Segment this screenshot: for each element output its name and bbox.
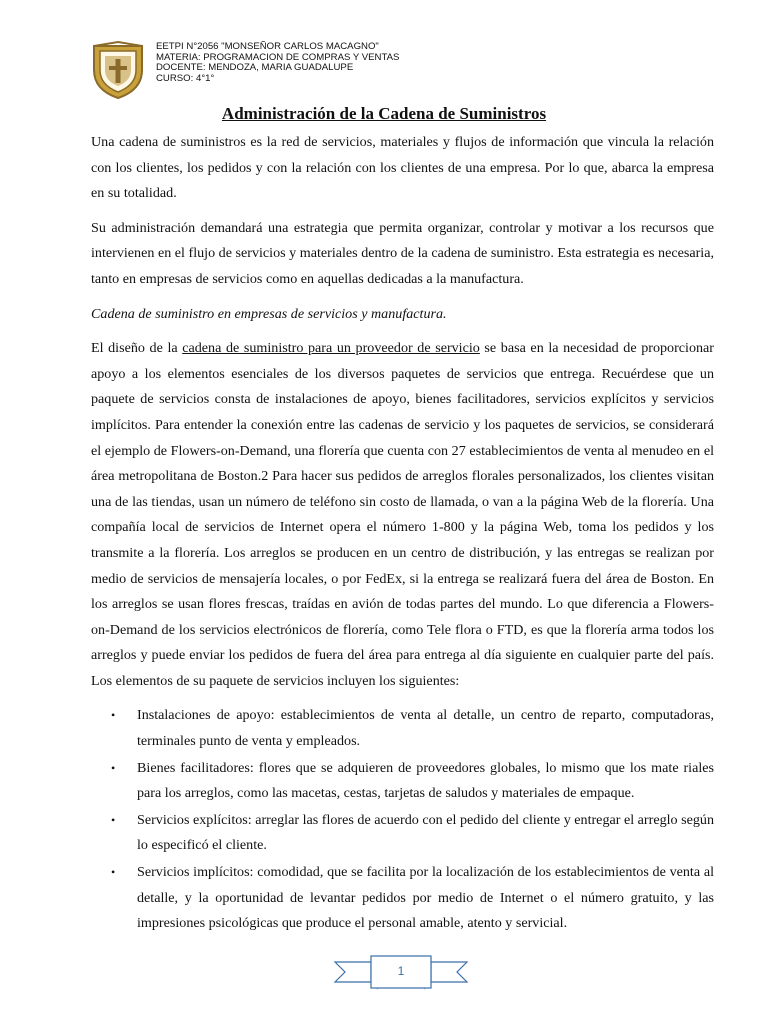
page-number-ribbon	[331, 952, 471, 1004]
service-package-list	[91, 703, 714, 936]
page-number: 1	[397, 964, 405, 978]
school-crest-logo	[91, 40, 145, 100]
ribbon-icon	[331, 952, 471, 1004]
list-item	[111, 808, 714, 859]
school-header	[156, 42, 399, 84]
list-item	[111, 756, 714, 807]
teacher-line: DOCENTE: MENDOZA, MARIA GUADALUPE	[156, 62, 354, 74]
bullet-icon: •	[111, 708, 116, 723]
bullet-icon: •	[111, 865, 116, 880]
paragraph-4	[91, 336, 714, 694]
paragraph-4-start: El diseño de la	[91, 340, 183, 357]
subject-line: MATERIA: PROGRAMACION DE COMPRAS Y VENTAS	[156, 51, 400, 63]
bullet-icon: •	[111, 812, 116, 827]
underlined-phrase: cadena de suministro para un proveedor de servicio	[182, 340, 480, 357]
list-item-text: Servicios explícitos: arreglar las flores de acuerdo con el pedido del cliente y entregar el arreglo según lo especificó el cliente.	[137, 811, 714, 854]
document-body	[91, 130, 714, 938]
school-name: EETPI N°2056 "MONSEÑOR CARLOS MACAGNO"	[156, 41, 379, 52]
list-item	[111, 703, 714, 754]
list-item-text: Bienes facilitadores: flores que se adquieren de proveedores globales, lo mismo que los mate riales para los arreglos, como las macetas, cestas, tarjetas de saludos y materiales de empaque.	[137, 759, 714, 802]
bullet-icon: •	[111, 760, 116, 775]
list-item-text: Instalaciones de apoyo: establecimientos de venta al detalle, un centro de reparto, computadoras, terminales punto de venta y empleados.	[137, 707, 714, 750]
list-item-text: Servicios implícitos: comodidad, que se facilita por la localización de los establecimientos de venta al detalle, y la oportunidad de levantar pedidos por medio de Internet o el número gratuito, y las impresiones psicológicas que produce el personal amable, atento y servicial.	[137, 864, 714, 932]
section-subheading: Cadena de suministro en empresas de servicios y manufactura.	[91, 305, 447, 322]
course-line: CURSO: 4°1°	[156, 72, 215, 84]
paragraph-2: Su administración demandará una estrategia que permita organizar, controlar y motivar a los recursos que intervienen en el flujo de servicios y materiales dentro de la cadena de suministro. Esta estrategia es necesaria, tanto en empresas de servicios como en aquellas dedicadas a la manufactura.	[91, 219, 714, 287]
paragraph-4-rest: se basa en la necesidad de proporcionar apoyo a los elementos esenciales de los diversos paquetes de servicios que entrega. Recuérdese que un paquete de servicios consta de instalaciones de apoyo, bienes facilitadores, servicios explícitos y servicios implícitos. Para entender la conexión entre las cadenas de servicio y los paquetes de servicios, se considerará el ejemplo de Flowers-on-Demand, una florería que cuenta con 27 establecimientos de venta al menudeo en el área metropolitana de Boston.2 Para hacer sus pedidos de arreglos florales personalizados, los clientes visitan una de las tiendas, usan un número de teléfono sin costo de llamada, o van a la página Web de la florería. Una compañía local de servicios de Internet opera el número 1-800 y la página Web, toma los pedidos y los transmite a la florería. Los arreglos se producen en un centro de distribución, y las entregas se realizan por medio de servicios de mensajería locales, o por FedEx, si la entrega se realizará fuera del área de Boston. En los arreglos se usan flores frescas, traídas en avión de todas partes del mundo. Lo que diferencia a Flowers-on-Demand de los servicios electrónicos de florería, como Tele flora o FTD, es que la florería arma todos los arreglos y puede enviar los pedidos de fuera del área para entrega al día siguiente en cualquier parte del país. Los elementos de su paquete de servicios incluyen los siguientes:	[91, 340, 714, 689]
paragraph-1: Una cadena de suministros es la red de servicios, materiales y flujos de información que vincula la relación con los clientes, los pedidos y con la relación con los clientes de una empresa. Por lo que, abarca la empresa en su totalidad.	[91, 134, 714, 202]
document-title: Administración de la Cadena de Suministros	[221, 104, 547, 123]
list-item	[111, 860, 714, 937]
